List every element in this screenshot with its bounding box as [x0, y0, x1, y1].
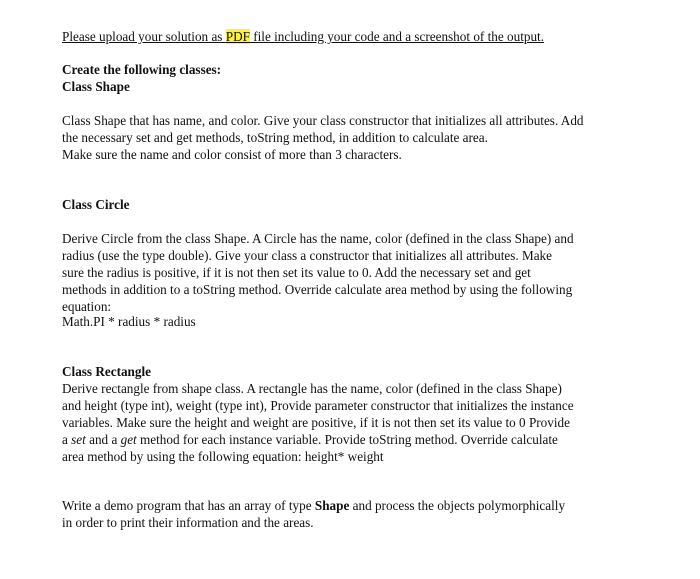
- shape-desc-line-3: Make sure the name and color consist of more than 3 characters.: [62, 147, 402, 162]
- rectangle-class-title: Class Rectangle: [62, 364, 152, 379]
- rectangle-desc-line-2: and height (type int), weight (type int), Provide parameter constructor that initializes the instance: [62, 398, 574, 413]
- instruction-text-end: file including your code and a screenshot of the output.: [249, 29, 545, 44]
- shape-bold: Shape: [314, 498, 350, 513]
- shape-desc-line-2: the necessary set and get methods, toString method, in addition to calculate area.: [62, 130, 488, 145]
- rectangle-desc-line-5: area method by using the following equation: height* weight: [62, 449, 384, 464]
- circle-desc-line-3: sure the radius is positive, if it is not then set its value to 0. Add the necessary set and get: [62, 265, 531, 280]
- shape-class-title: Class Shape: [62, 79, 130, 94]
- create-classes-heading: Create the following classes:: [62, 62, 222, 77]
- rectangle-desc-line-1: Derive rectangle from shape class. A rectangle has the name, color (defined in the class Shape): [62, 381, 562, 396]
- upload-instruction: [62, 28, 544, 45]
- circle-desc-line-4: methods in addition to a toString method. Override calculate area method by using the following: [62, 282, 573, 297]
- pdf-highlight: PDF: [225, 29, 250, 44]
- demo-line-1: Write a demo program that has an array of type Shape and process the objects polymorphically: [62, 498, 566, 513]
- get-italic: get: [120, 432, 137, 447]
- demo-line-2: in order to print their information and the areas.: [62, 515, 314, 530]
- rectangle-desc-line-4: a set and a get method for each instance variable. Provide toString method. Override calculate: [62, 432, 558, 447]
- circle-area-equation: Math.PI * radius * radius: [62, 314, 196, 329]
- shape-desc-line-1: Class Shape that has name, and color. Give your class constructor that initializes all attributes. Add: [62, 113, 584, 128]
- rectangle-desc-line-3: variables. Make sure the height and weight are positive, if it is not then set its value to 0 Provide: [62, 415, 570, 430]
- circle-desc-line-5: equation:: [62, 299, 112, 314]
- set-italic: set: [71, 432, 86, 447]
- circle-class-title: Class Circle: [62, 197, 130, 212]
- circle-desc-line-2: radius (use the type double). Give your class a constructor that initializes all attributes. Make: [62, 248, 552, 263]
- instruction-text-start: Please upload your solution as: [62, 29, 226, 44]
- circle-desc-line-1: Derive Circle from the class Shape. A Circle has the name, color (defined in the class Shape) and: [62, 231, 574, 246]
